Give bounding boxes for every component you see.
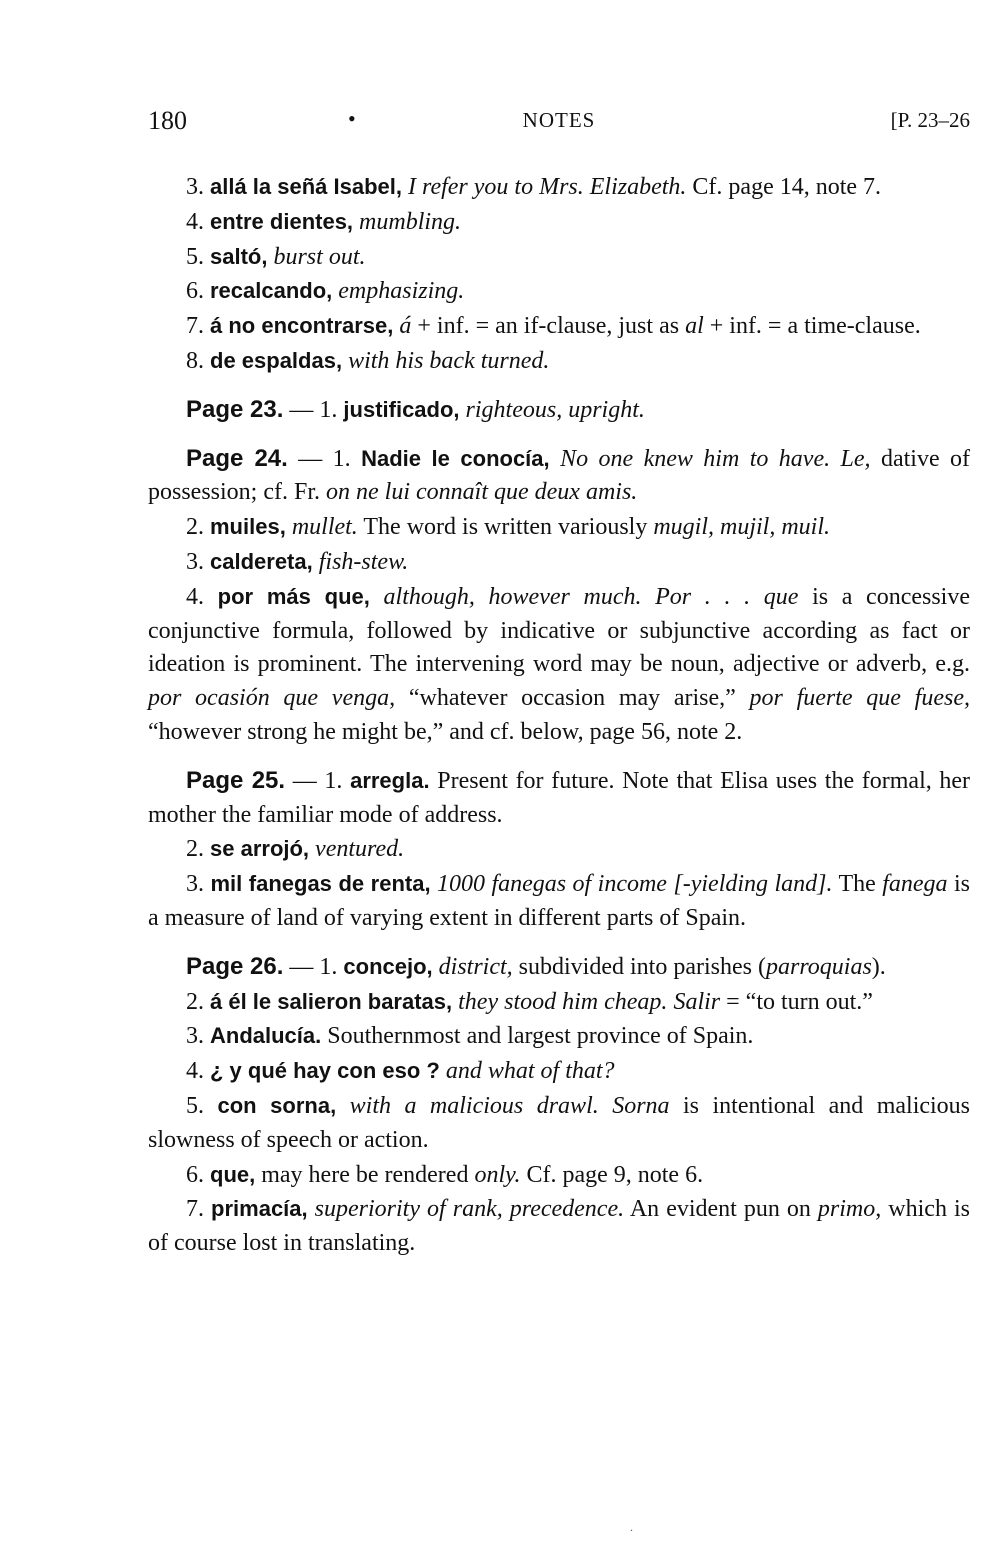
section-page-23: Page 23. — 1. justificado, righteous, upright.: [186, 395, 645, 423]
note-22-3: 3. allá la señá Isabel, I refer you to Mrs. Elizabeth. Cf. page 14, note 7.: [186, 174, 882, 200]
page-heading: Page 23.: [186, 395, 284, 423]
section-page-25: Page 25. — 1. arregla. Present for future. Note that Elisa uses the formal, her mother the familiar mode of address.: [148, 766, 971, 828]
note-26-3: 3. Andalucía. Southernmost and largest province of Spain.: [186, 1023, 754, 1050]
page-heading: Page 26.: [186, 952, 284, 980]
header-page-range: [P. 23–26: [890, 108, 970, 132]
note-26-7: 7. primacía, superiority of rank, precedence. An evident pun on primo, which is of course lost in translating.: [148, 1196, 970, 1257]
note-24-2: 2. muiles, mullet. The word is written variously mugil, mujil, muil.: [186, 514, 831, 541]
note-22-8: 8. de espaldas, with his back turned.: [186, 347, 550, 374]
note-22-7: 7. á no encontrarse, á + inf. = an if-clause, just as al + inf. = a time-clause.: [186, 313, 921, 340]
page-heading: Page 24.: [186, 444, 288, 472]
note-25-2: 2. se arrojó, ventured.: [186, 836, 405, 863]
note-26-6: 6. que, may here be rendered only. Cf. page 9, note 6.: [186, 1161, 704, 1188]
note-22-6: 6. recalcando, emphasizing.: [186, 278, 465, 305]
note-25-3: 3. mil fanegas de renta, 1000 fanegas of income [-yielding land]. The fanega is a measure of land of varying extent in different parts of Spain.: [148, 871, 971, 931]
running-header: [148, 106, 970, 142]
note-26-2: 2. á él le salieron baratas, they stood him cheap. Salir = “to turn out.”: [186, 988, 873, 1015]
note-24-3: 3. caldereta, fish-stew.: [186, 548, 409, 575]
note-24-4: 4. por más que, although, however much. Por . . . que is a concessive conjunctive formula, followed by indicative or subjunctive according as fact or ideation is prominent. The intervening word may be noun, adjective or adverb, e.g. por ocasión que venga, “whatever occasion may arise,” por fuerte que fuese, “however strong he might be,” and cf. below, page 56, note 2.: [148, 583, 971, 745]
note-26-4: 4. ¿ y qué hay con eso ? and what of that?: [186, 1058, 615, 1085]
section-page-24: Page 24. — 1. Nadie le conocía, No one knew him to have. Le, dative of possession; cf. Fr. on ne lui connaît que deux amis.: [148, 444, 971, 506]
notes-body: [148, 170, 970, 1261]
header-bullet: •: [348, 106, 356, 131]
header-title: NOTES: [522, 108, 596, 132]
note-22-5: 5. saltó, burst out.: [186, 243, 366, 270]
page-heading: Page 25.: [186, 766, 286, 794]
note-22-4: 4. entre dientes, mumbling.: [186, 208, 462, 235]
note-26-5: 5. con sorna, with a malicious drawl. Sorna is intentional and malicious slowness of speech or action.: [148, 1092, 971, 1153]
page-number: 180: [148, 106, 187, 135]
footer-mark: .: [630, 1520, 633, 1534]
section-page-26: Page 26. — 1. concejo, district, subdivided into parishes (parroquias).: [186, 952, 886, 980]
